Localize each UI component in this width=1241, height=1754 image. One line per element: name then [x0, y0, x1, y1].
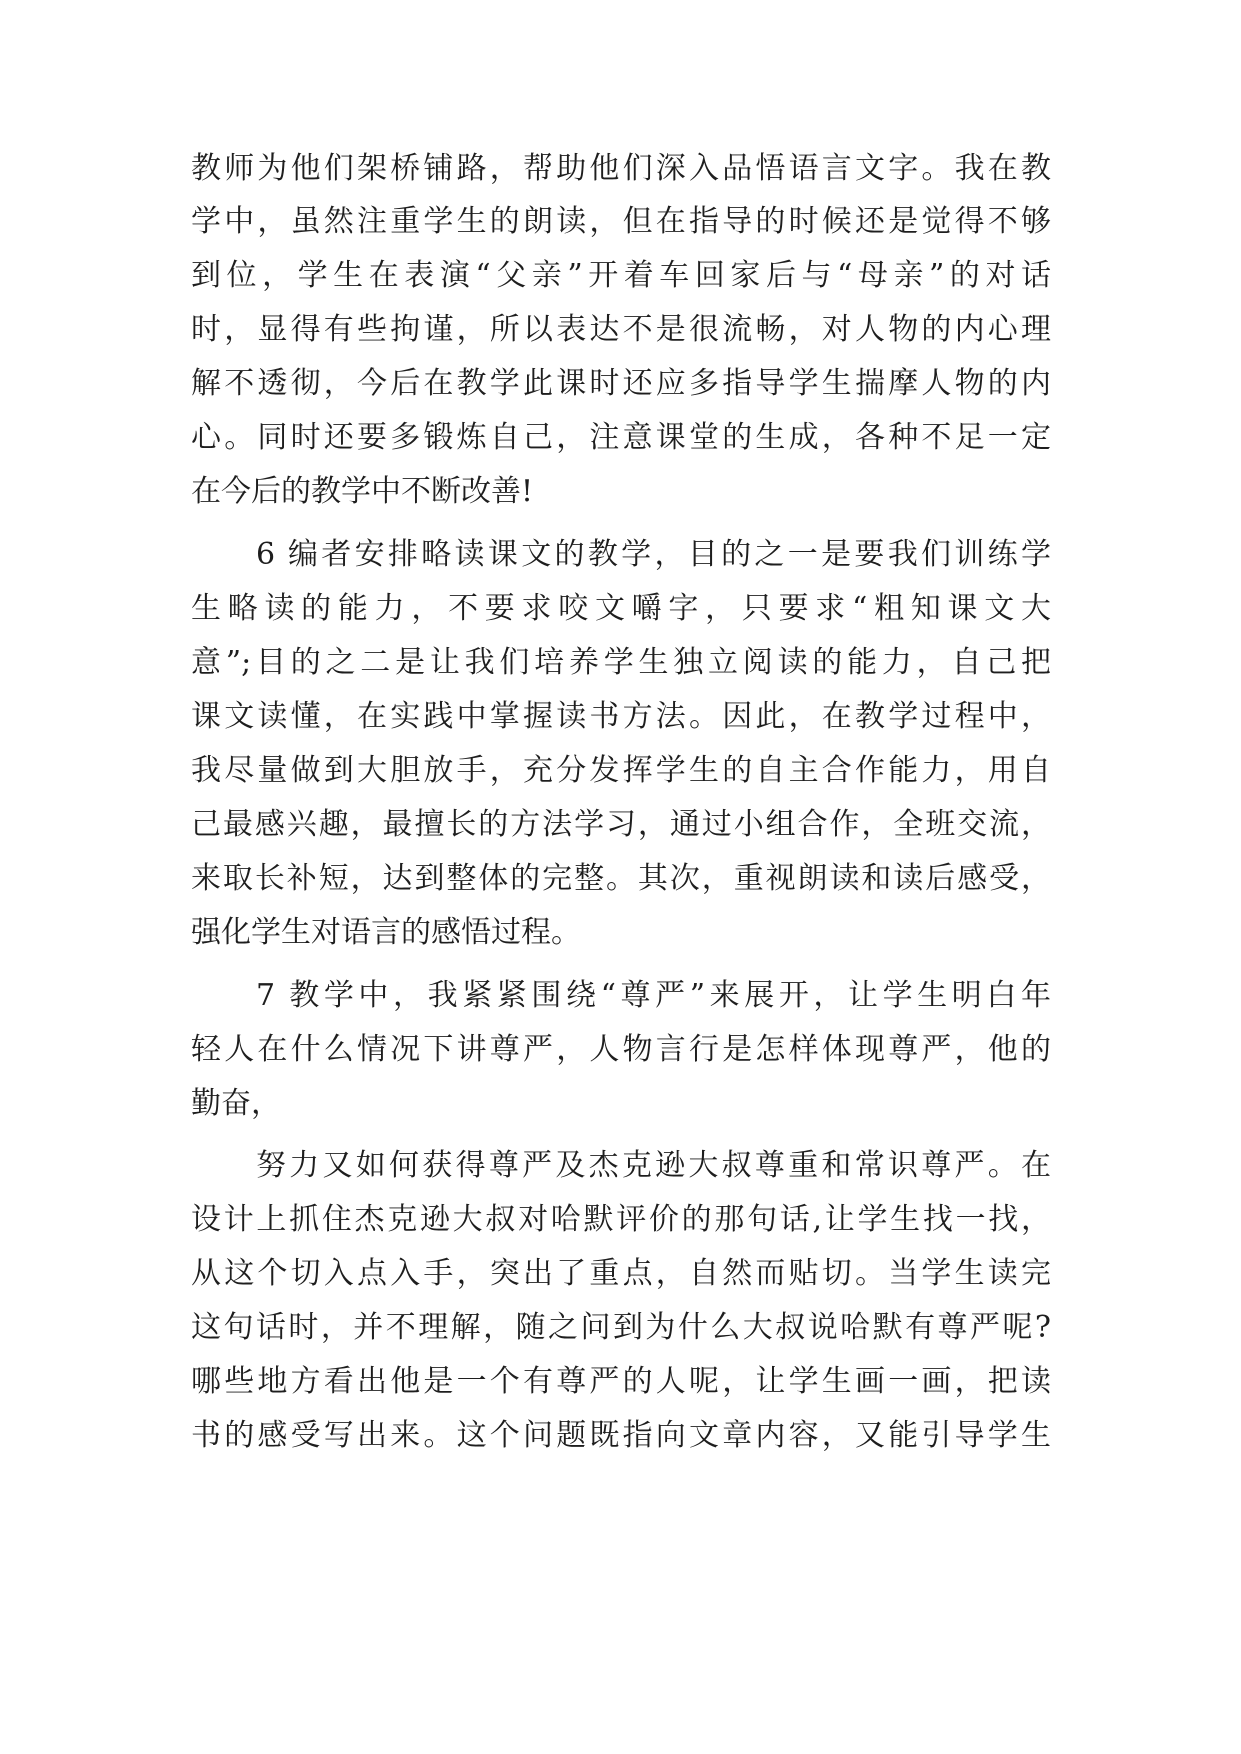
- text-line: 勤奋，: [191, 1086, 281, 1121]
- text-line: 从这个切入点入手，突出了重点，自然而贴切。当学生读完: [191, 1256, 1051, 1291]
- paragraph-6-first-line: 6 编者安排略读课文的教学，目的之一是要我们训练学: [256, 537, 1051, 572]
- text-line: 心。同时还要多锻炼自己，注意课堂的生成，各种不足一定: [191, 420, 1051, 455]
- text-line: 生略读的能力，不要求咬文嚼字，只要求“粗知课文大: [191, 591, 1051, 626]
- text-line: 学中，虽然注重学生的朗读，但在指导的时候还是觉得不够: [191, 204, 1051, 239]
- paragraph-7-first-line: 7 教学中，我紧紧围绕“尊严”来展开，让学生明白年: [256, 978, 1051, 1013]
- text-line: 强化学生对语言的感悟过程。: [191, 915, 581, 950]
- text-line: 我尽量做到大胆放手，充分发挥学生的自主合作能力，用自: [191, 753, 1051, 788]
- text-line: 教师为他们架桥铺路，帮助他们深入品悟语言文字。我在教: [191, 151, 1051, 186]
- text-line: 到位，学生在表演“父亲”开着车回家后与“母亲”的对话: [191, 258, 1051, 293]
- paragraph-8-first-line: 努力又如何获得尊严及杰克逊大叔尊重和常识尊严。在: [256, 1148, 1051, 1183]
- text-line: 意”;目的之二是让我们培养学生独立阅读的能力，自己把: [191, 645, 1051, 680]
- text-line: 时，显得有些拘谨，所以表达不是很流畅，对人物的内心理: [191, 312, 1051, 347]
- text-line: 设计上抓住杰克逊大叔对哈默评价的那句话,让学生找一找，: [191, 1202, 1051, 1237]
- text-line: 在今后的教学中不断改善!: [191, 474, 534, 509]
- text-line: 轻人在什么情况下讲尊严，人物言行是怎样体现尊严，他的: [191, 1032, 1051, 1067]
- text-line: 书的感受写出来。这个问题既指向文章内容，又能引导学生: [191, 1418, 1051, 1453]
- text-line: 解不透彻，今后在教学此课时还应多指导学生揣摩人物的内: [191, 366, 1051, 401]
- text-line: 这句话时，并不理解，随之问到为什么大叔说哈默有尊严呢?: [191, 1310, 1051, 1345]
- text-line: 课文读懂，在实践中掌握读书方法。因此，在教学过程中，: [191, 699, 1051, 734]
- text-line: 来取长补短，达到整体的完整。其次，重视朗读和读后感受，: [191, 861, 1051, 896]
- text-line: 哪些地方看出他是一个有尊严的人呢，让学生画一画，把读: [191, 1364, 1051, 1399]
- text-line: 己最感兴趣，最擅长的方法学习，通过小组合作，全班交流，: [191, 807, 1051, 842]
